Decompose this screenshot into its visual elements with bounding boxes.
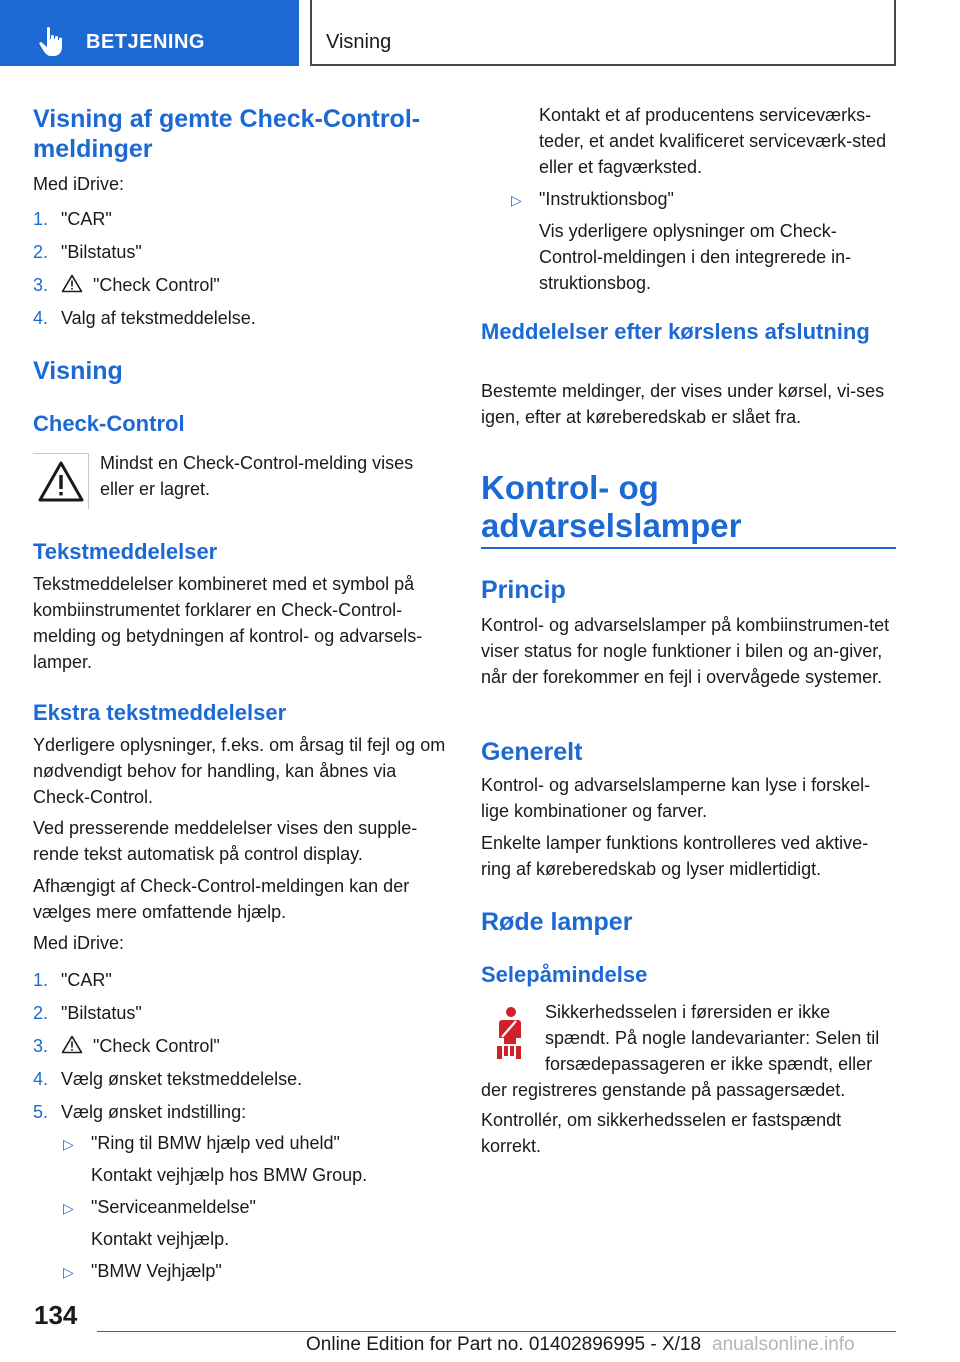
triangle-bullet-icon: ▷	[63, 1264, 74, 1280]
ekstra-paragraph-3: Afhængigt af Check-Control-meldingen kan der vælges mere omfattende hjælp.	[33, 876, 410, 922]
list-item: 3. "Check Control"	[33, 275, 220, 295]
generelt-paragraph-1: Kontrol- og advarselslamperne kan lyse i forskel-lige kombinationer og farver.	[481, 775, 871, 821]
warning-triangle-icon	[61, 1035, 83, 1054]
warning-triangle-icon	[36, 459, 86, 505]
option-title: "Ring til BMW hjælp ved uheld"	[91, 1133, 340, 1153]
heading-kontrol-advarselslamper: Kontrol- og advarselslamper	[481, 469, 742, 544]
heading-meddelelser: Meddelelser efter kørslens afslutning	[481, 319, 870, 344]
section-label: BETJENING	[86, 31, 205, 53]
option-title: "Instruktionsbog"	[539, 189, 674, 209]
princip-paragraph: Kontrol- og advarselslamper på kombiinstrumen-tet viser status for nogle funktioner i bilen og an-giver, når der forekommer en fejl i overvågede systemer.	[481, 615, 890, 687]
heading-generelt: Generelt	[481, 738, 583, 766]
list-item: 1. "CAR"	[33, 970, 112, 990]
warning-triangle-icon	[61, 274, 83, 293]
heading-visning: Visning	[33, 357, 123, 385]
list-item: 2. "Bilstatus"	[33, 242, 142, 262]
footer-rule	[97, 1331, 896, 1332]
option-list	[33, 1130, 448, 1290]
list-item: 4. Valg af tekstmeddelelse.	[33, 308, 256, 328]
heading-stored-messages: Visning af gemte Check-Control-meldinger	[33, 105, 421, 163]
edition-text: Online Edition for Part no. 01402896995 - X/18	[306, 1334, 702, 1355]
list-item: 1. "CAR"	[33, 209, 112, 229]
page-title: Visning	[326, 31, 392, 53]
option-desc: Kontakt vejhjælp hos BMW Group.	[91, 1165, 368, 1185]
watermark: anualsonline.info	[712, 1334, 855, 1355]
heading-rule	[481, 547, 896, 549]
triangle-bullet-icon: ▷	[63, 1136, 74, 1152]
triangle-bullet-icon: ▷	[63, 1200, 74, 1216]
heading-tekstmeddelelser: Tekstmeddelelser	[33, 539, 218, 564]
heading-ekstra: Ekstra tekstmeddelelser	[33, 700, 287, 725]
steps-list-1	[33, 206, 448, 336]
option-title: "Serviceanmeldelse"	[91, 1197, 256, 1217]
generelt-paragraph-2: Enkelte lamper funktions kontrolleres ved aktive-ring af køreberedskab og lyser midlertidigt.	[481, 833, 869, 879]
option-title: "BMW Vejhjælp"	[91, 1261, 222, 1281]
list-item: 5. Vælg ønsket indstilling:	[33, 1102, 247, 1122]
heading-check-control: Check-Control	[33, 411, 185, 436]
option-desc: Kontakt vejhjælp.	[91, 1229, 230, 1249]
section-tab[interactable]	[0, 0, 299, 66]
header-title-box	[312, 0, 896, 66]
option-desc: Vis yderligere oplysninger om Check-Control-meldingen i den integrerede in-struktionsbog.	[539, 221, 852, 293]
idrive-label: Med iDrive:	[33, 174, 125, 194]
selepamindelse-paragraph-2: Kontrollér, om sikkerhedsselen er fastspændt korrekt.	[481, 1110, 842, 1156]
tekst-paragraph: Tekstmeddelelser kombineret med et symbol på kombiinstrumentet forklarer en Check-Control-melding og betydningen af kontrol- og advarsels-lamper.	[33, 574, 423, 672]
heading-selepamindelse: Selepåmindelse	[481, 962, 648, 987]
steps-list-2	[33, 967, 448, 1137]
page-header	[0, 0, 960, 66]
list-item: 2. "Bilstatus"	[33, 1003, 142, 1023]
meddelelser-paragraph: Bestemte meldinger, der vises under kørsel, vi-ses igen, efter at køreberedskab er slået fra.	[481, 381, 885, 427]
page-number: 134	[34, 1300, 78, 1330]
vejhjaelp-desc: Kontakt et af producentens serviceværks-teder, et andet kvalificeret serviceværk-sted eller et fagværksted.	[539, 105, 887, 177]
list-item: 3. "Check Control"	[33, 1036, 220, 1056]
ekstra-paragraph-1: Yderligere oplysninger, f.eks. om årsag til fejl og om nødvendigt behov for handling, kan åbnes via Check-Control.	[33, 735, 446, 807]
check-control-text: Mindst en Check-Control-melding vises eller er lagret.	[100, 453, 414, 499]
selepamindelse-paragraph: Sikkerhedsselen i førersiden er ikke spændt. På nogle landevarianter: Selen til forsædepassageren er ikke spændt, eller der registreres genstande på passagersædet.	[481, 1002, 880, 1100]
ekstra-paragraph-2: Ved presserende meddelelser vises den supple-rende tekst automatisk på control display.	[33, 818, 418, 864]
warning-symbol-box	[33, 453, 89, 509]
idrive-label-2: Med iDrive:	[33, 933, 125, 953]
heading-rode-lamper: Røde lamper	[481, 908, 633, 936]
triangle-bullet-icon: ▷	[511, 192, 522, 208]
heading-princip: Princip	[481, 576, 566, 604]
touch-hand-icon	[38, 26, 66, 58]
list-item: 4. Vælg ønsket tekstmeddelelse.	[33, 1069, 303, 1089]
